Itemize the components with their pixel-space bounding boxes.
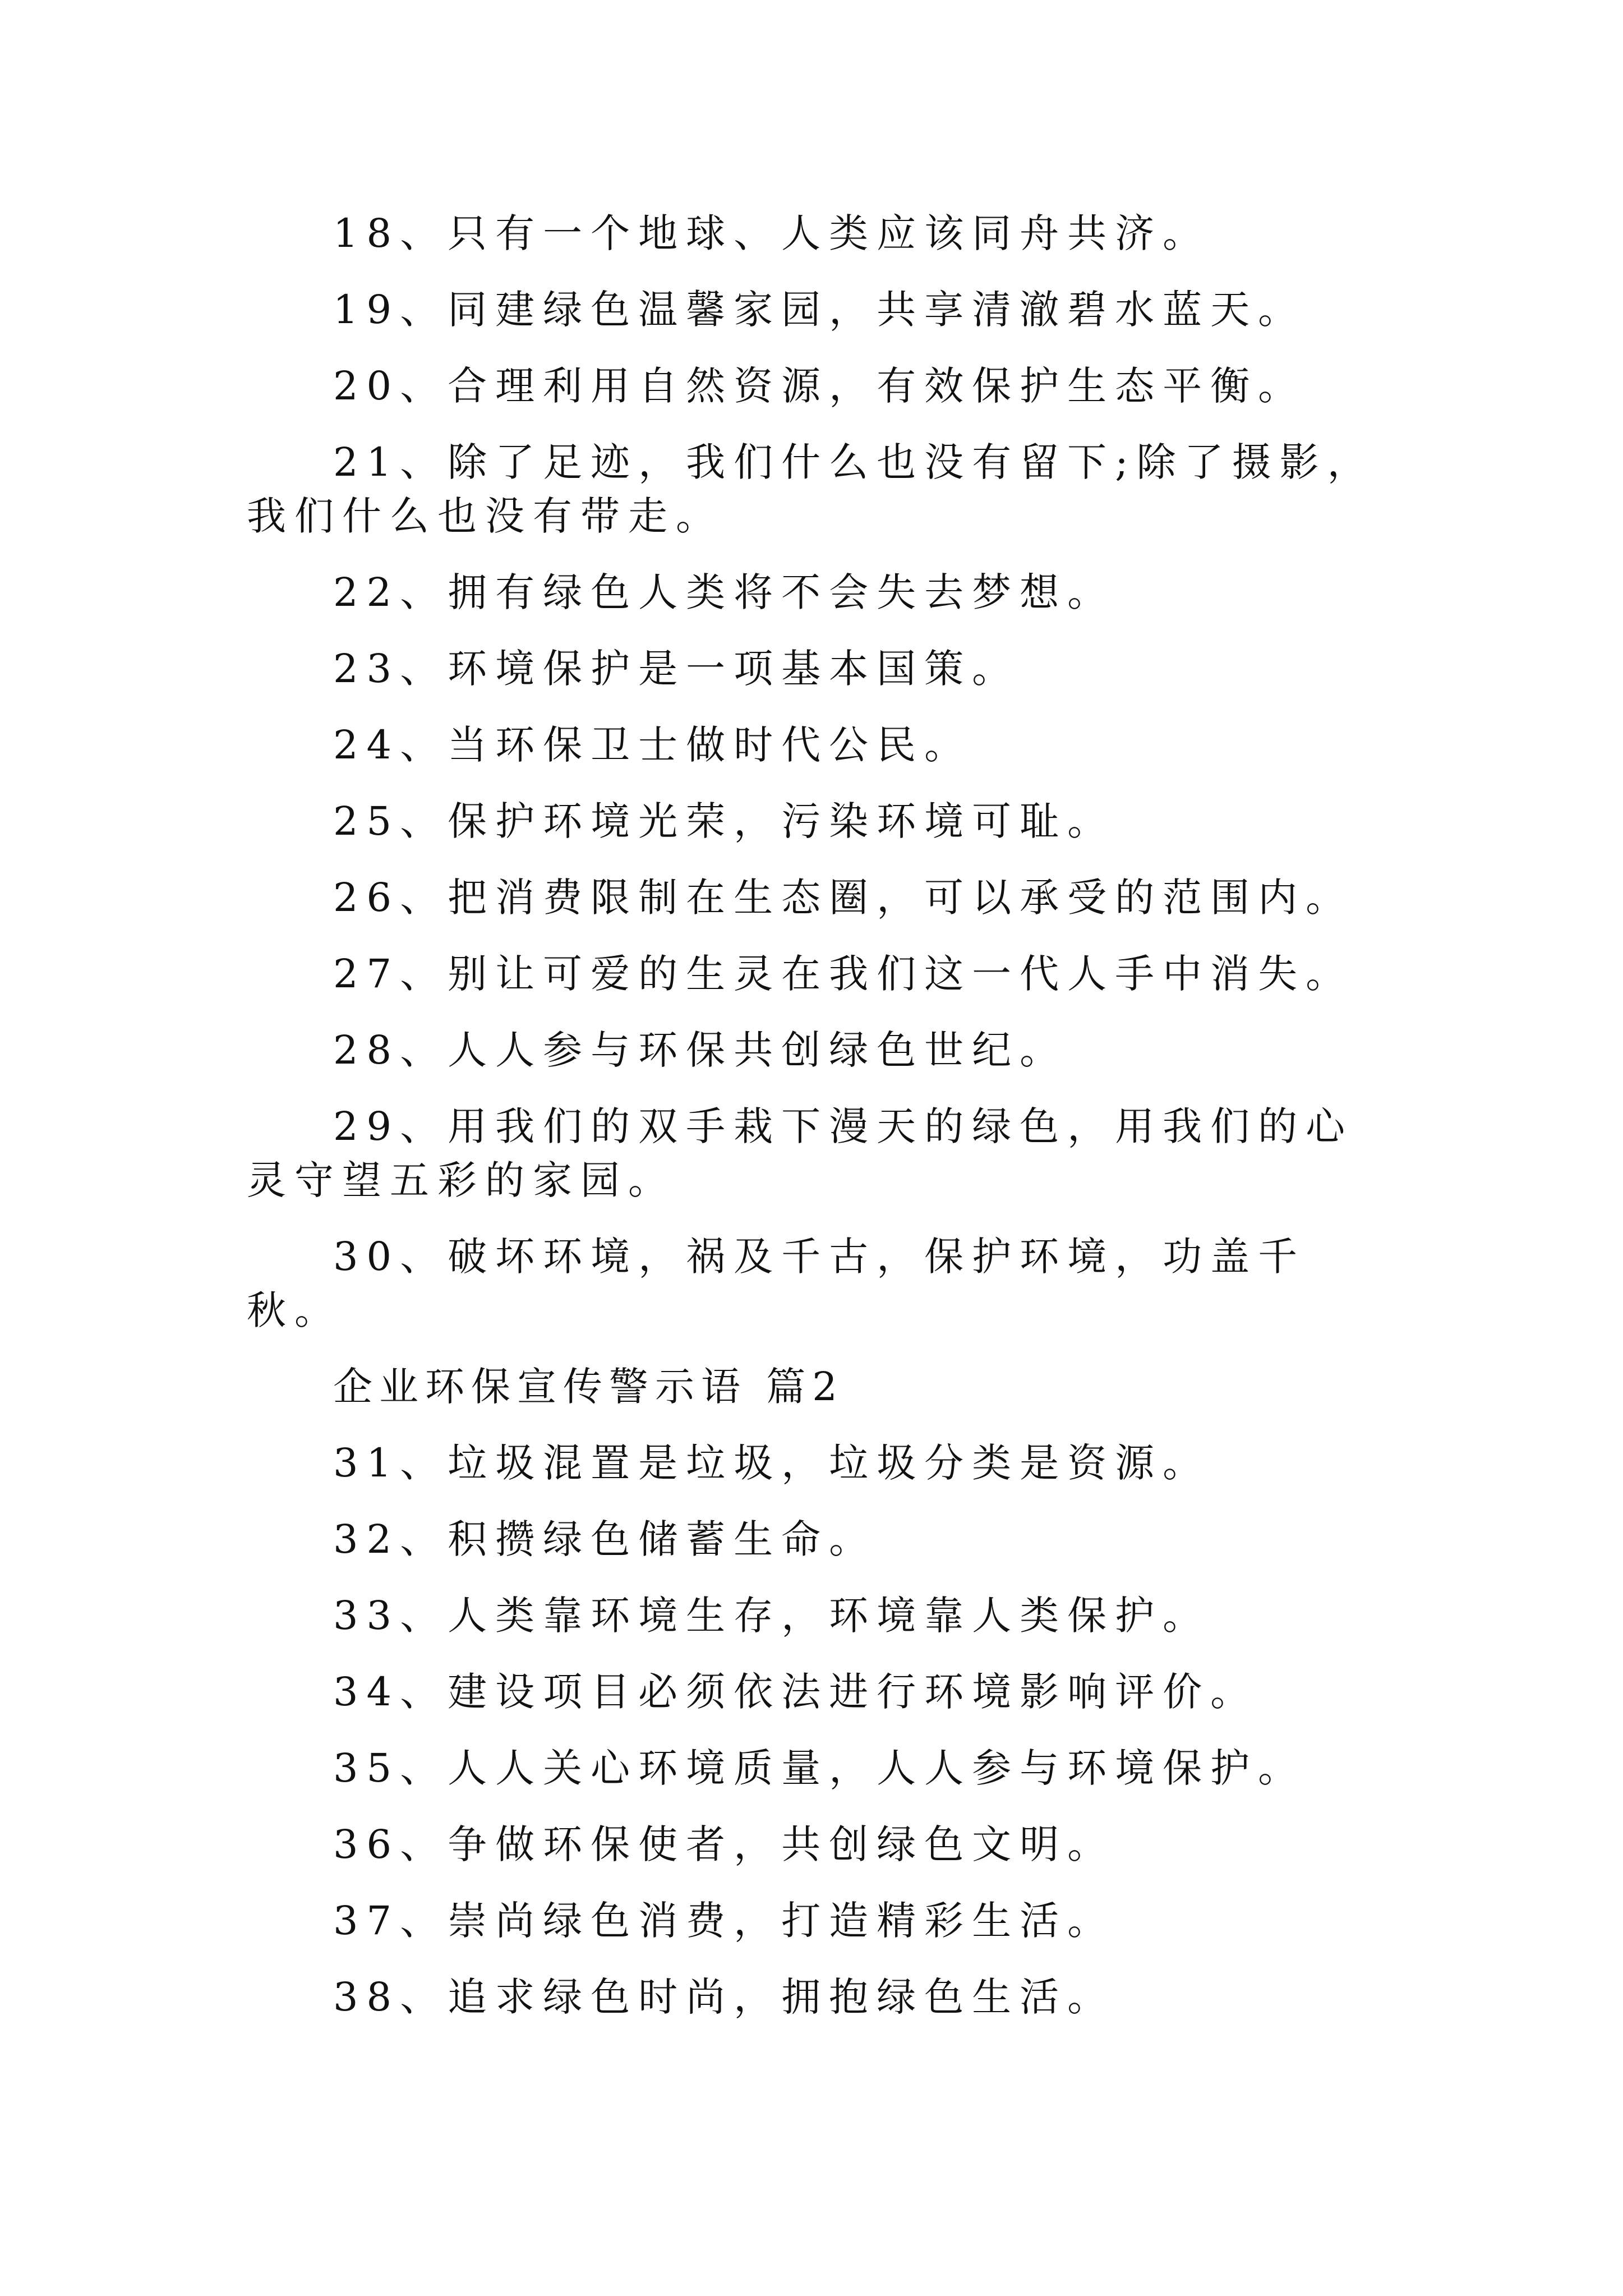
slogan-34: 34、建设项目必须依法进行环境影响评价。	[333, 1669, 1258, 1715]
slogan-29: 29、用我们的双手栽下漫天的绿色，用我们的心灵守望五彩的家园。	[247, 1103, 1354, 1203]
slogan-31: 31、垃圾混置是垃圾，垃圾分类是资源。	[333, 1440, 1211, 1486]
document-body	[247, 206, 1380, 2046]
slogan-32: 32、积攒绿色储蓄生命。	[333, 1516, 877, 1562]
slogan-22: 22、拥有绿色人类将不会失去梦想。	[333, 569, 1115, 615]
slogan-23: 23、环境保护是一项基本国策。	[333, 646, 1020, 692]
slogan-27: 27、别让可爱的生灵在我们这一代人手中消失。	[333, 951, 1354, 997]
section-heading: 企业环保宣传警示语 篇2	[333, 1364, 844, 1410]
slogan-36: 36、争做环保使者，共创绿色文明。	[333, 1821, 1115, 1867]
slogan-30: 30、破坏环境，祸及千古，保护环境，功盖千秋。	[247, 1234, 1306, 1333]
slogan-25: 25、保护环境光荣，污染环境可耻。	[333, 798, 1115, 844]
slogan-37: 37、崇尚绿色消费，打造精彩生活。	[333, 1898, 1115, 1944]
slogan-18: 18、只有一个地球、人类应该同舟共济。	[333, 210, 1211, 256]
slogan-33: 33、人类靠环境生存，环境靠人类保护。	[333, 1593, 1211, 1639]
slogan-28: 28、人人参与环保共创绿色世纪。	[333, 1027, 1068, 1073]
slogan-19: 19、同建绿色温馨家园，共享清澈碧水蓝天。	[333, 287, 1306, 333]
slogan-35: 35、人人关心环境质量，人人参与环境保护。	[333, 1745, 1306, 1791]
slogan-26: 26、把消费限制在生态圈，可以承受的范围内。	[333, 875, 1354, 921]
slogan-21: 21、除了足迹，我们什么也没有留下;除了摄影，我们什么也没有带走。	[247, 439, 1375, 539]
slogan-24: 24、当环保卫士做时代公民。	[333, 722, 972, 768]
slogan-20: 20、合理利用自然资源，有效保护生态平衡。	[333, 363, 1306, 409]
slogan-38: 38、追求绿色时尚，拥抱绿色生活。	[333, 1974, 1115, 2020]
